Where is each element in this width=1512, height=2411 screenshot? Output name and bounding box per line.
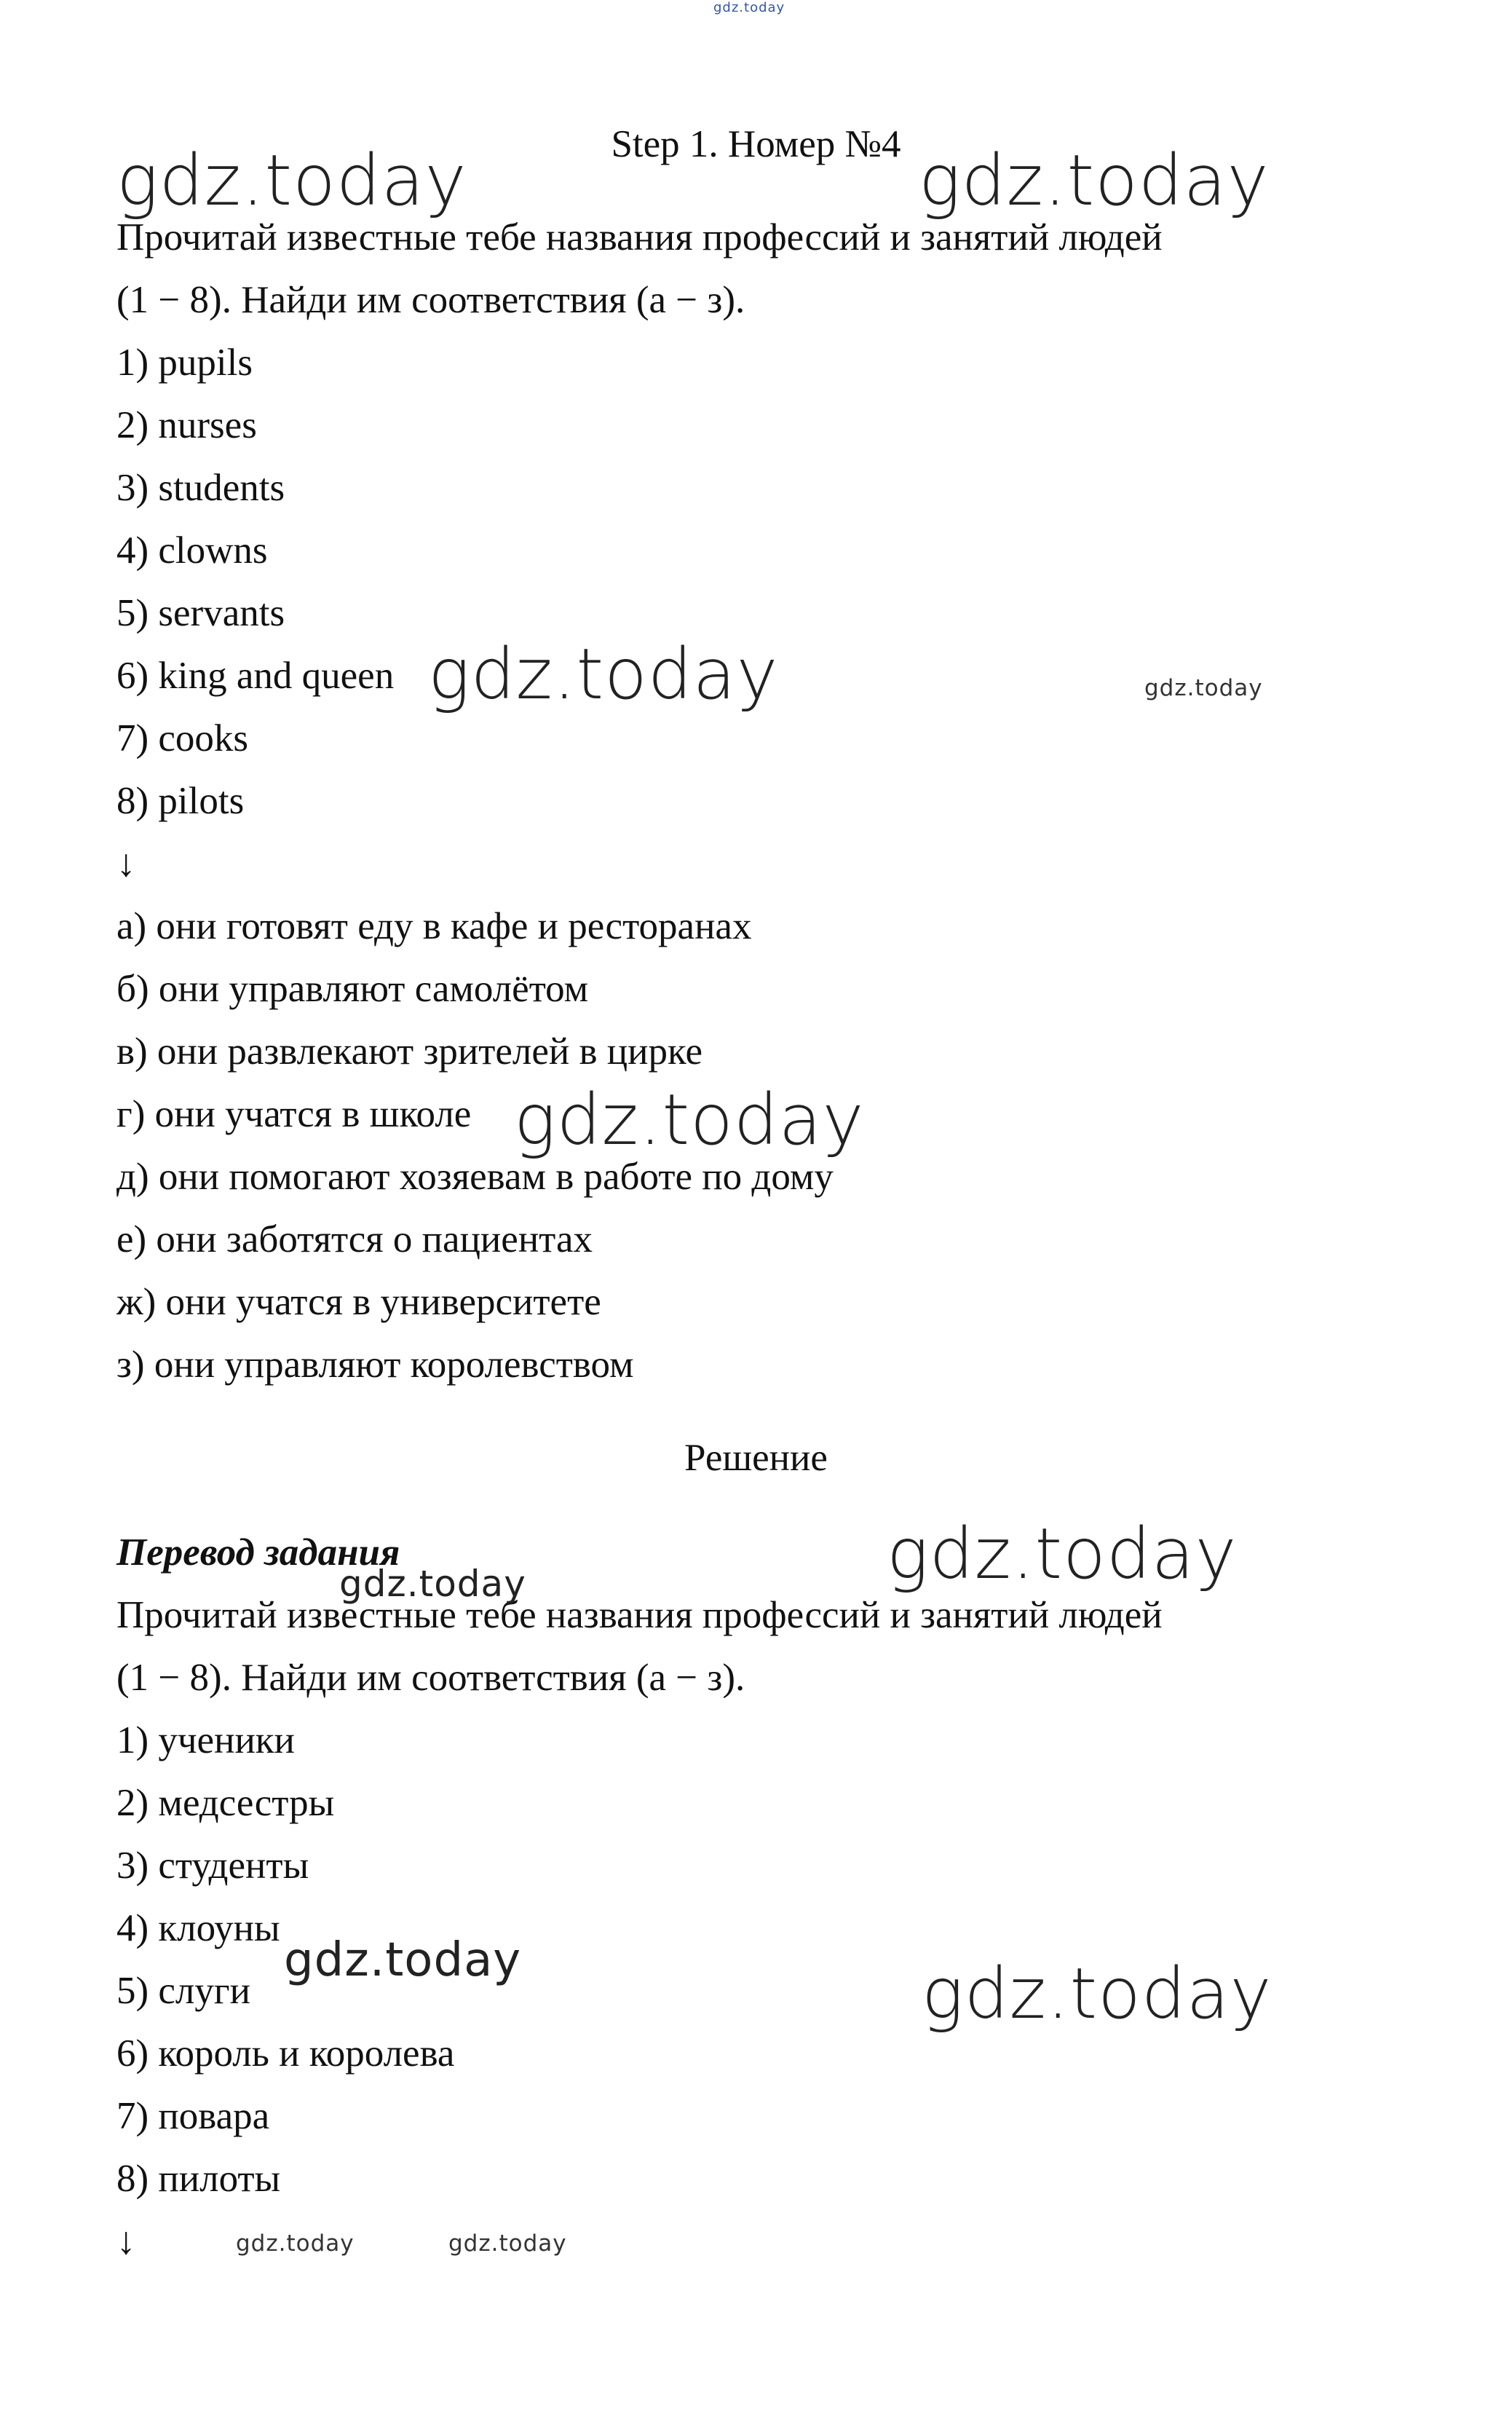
- translation-intro-line-2: (1 − 8). Найди им соответствия (а − з).: [116, 1657, 745, 1699]
- translation-item: 5) слуги: [116, 1970, 250, 2012]
- watermark: gdz.today: [713, 0, 785, 15]
- task-answer: з) они управляют королевством: [116, 1343, 634, 1386]
- task-answer: б) они управляют самолётом: [116, 968, 589, 1010]
- task-answer: ж) они учатся в университете: [116, 1281, 601, 1323]
- watermark: gdz.today: [1144, 675, 1263, 701]
- task-answer: г) они учатся в школе: [116, 1093, 472, 1135]
- translation-item: 6) король и королева: [116, 2032, 455, 2075]
- translation-intro-line-1: Прочитай известные тебе названия профессий и занятий людей: [116, 1594, 1163, 1636]
- page-title: Step 1. Номер №4: [611, 123, 901, 165]
- down-arrow-icon: ↓: [116, 843, 136, 885]
- watermark: gdz.today: [339, 1563, 526, 1605]
- watermark: gdz.today: [284, 1933, 522, 1987]
- watermark: gdz.today: [887, 1513, 1238, 1595]
- task-item: 7) cooks: [116, 717, 249, 759]
- task-item: 6) king and queen: [116, 655, 395, 697]
- watermark: gdz.today: [922, 1953, 1272, 2035]
- down-arrow-icon: ↓: [116, 2220, 136, 2262]
- task-intro-line-2: (1 − 8). Найди им соответствия (а − з).: [116, 279, 745, 321]
- task-answer: а) они готовят еду в кафе и ресторанах: [116, 905, 752, 947]
- translation-item: 2) медсестры: [116, 1782, 335, 1824]
- watermark: gdz.today: [514, 1079, 865, 1161]
- task-item: 8) pilots: [116, 780, 245, 822]
- task-answer: д) они помогают хозяевам в работе по дому: [116, 1156, 834, 1198]
- task-answer: в) они развлекают зрителей в цирке: [116, 1030, 702, 1073]
- task-item: 3) students: [116, 467, 285, 509]
- watermark: gdz.today: [448, 2230, 567, 2257]
- task-item: 4) clowns: [116, 529, 268, 572]
- translation-heading: Перевод задания: [116, 1531, 400, 1574]
- task-item: 1) pupils: [116, 342, 253, 384]
- watermark: gdz.today: [919, 140, 1270, 221]
- translation-item: 4) клоуны: [116, 1907, 280, 1949]
- task-intro-line-1: Прочитай известные тебе названия профессий и занятий людей: [116, 216, 1163, 259]
- translation-item: 3) студенты: [116, 1844, 309, 1887]
- translation-item: 8) пилоты: [116, 2158, 281, 2200]
- watermark: gdz.today: [236, 2230, 355, 2257]
- task-item: 2) nurses: [116, 404, 257, 446]
- watermark: gdz.today: [116, 140, 467, 221]
- translation-item: 7) повара: [116, 2095, 270, 2137]
- watermark: gdz.today: [428, 634, 779, 715]
- task-answer: е) они заботятся о пациентах: [116, 1218, 593, 1260]
- solution-heading: Решение: [684, 1437, 828, 1479]
- task-item: 5) servants: [116, 592, 285, 634]
- translation-item: 1) ученики: [116, 1719, 295, 1761]
